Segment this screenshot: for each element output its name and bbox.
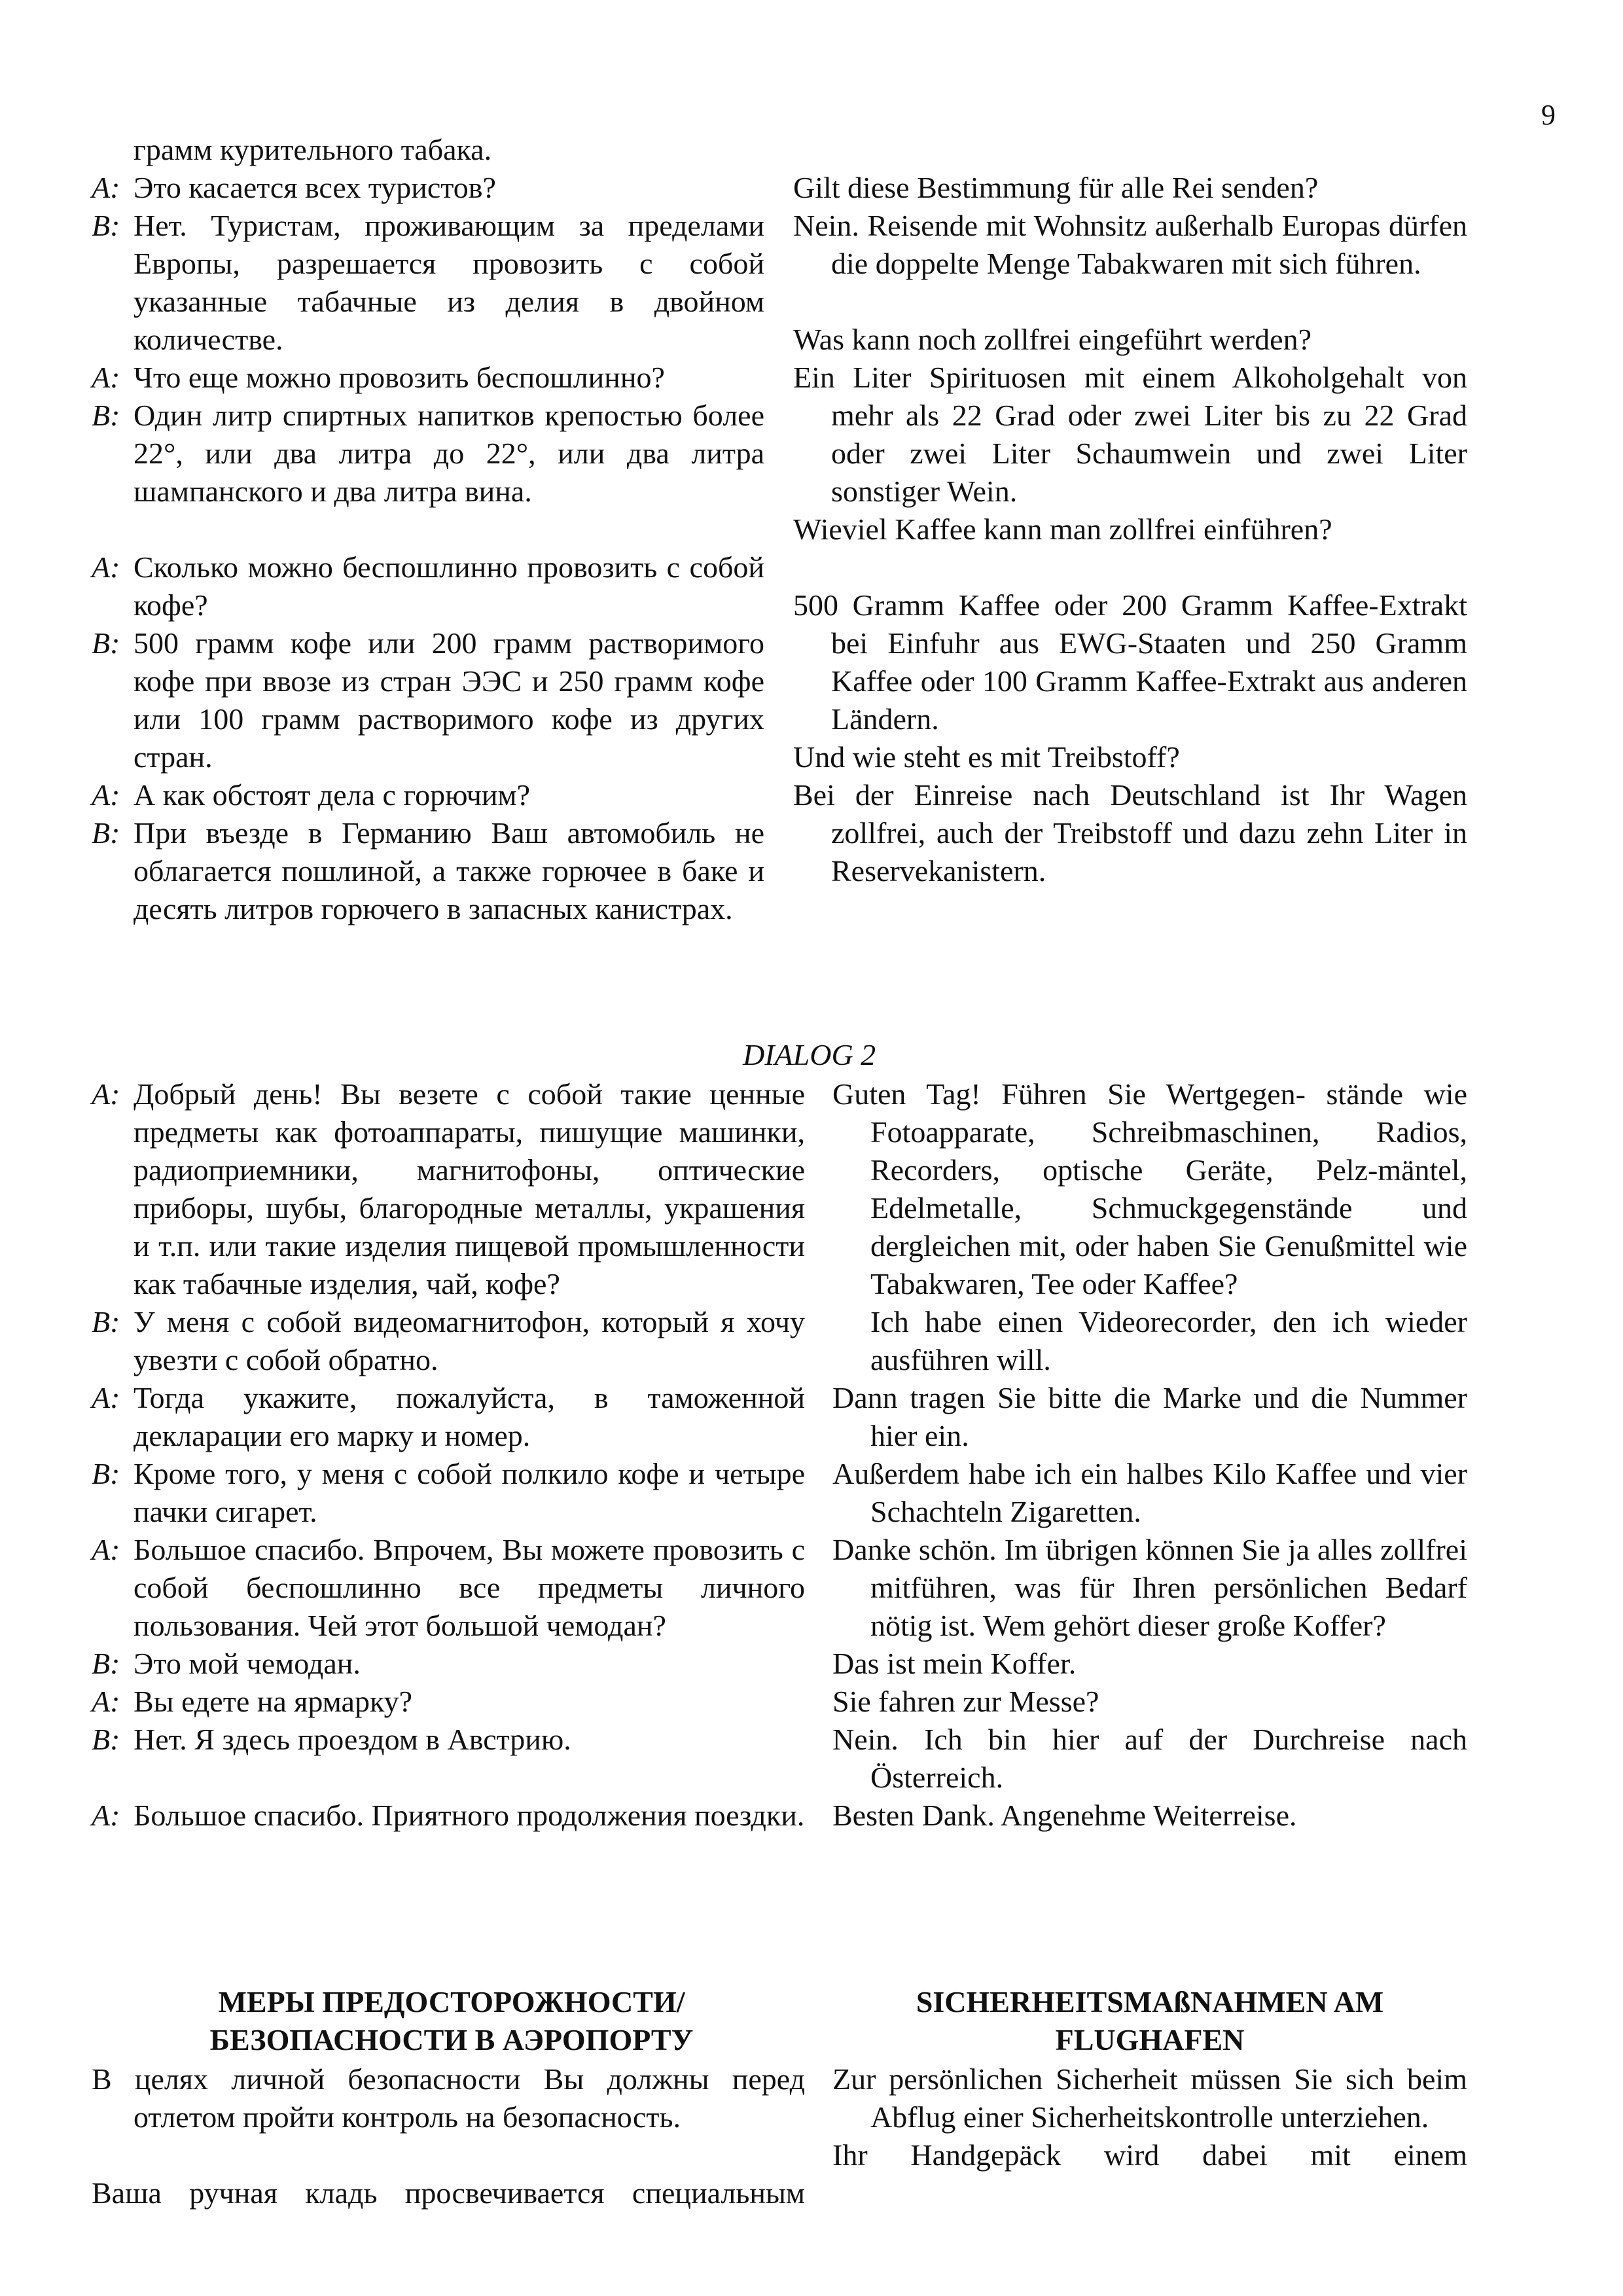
german-line: Danke schön. Im übrigen können Sie ja alles zollfrei mitführen, was für Ihren persönlichen Bedarf nötig ist. Wem gehört dieser große Koffer? [832, 1533, 1467, 1642]
dialog-line [92, 548, 764, 624]
paragraph: В целях личной безопасности Вы должны перед отлетом пройти контроль на безопасность. [92, 2062, 805, 2134]
section3-russian-column [92, 2060, 805, 2212]
dialog-line [92, 1075, 805, 1303]
dialog-line [92, 814, 764, 928]
heading-line: FLUGHAFEN [1055, 2023, 1245, 2056]
heading-line: БЕЗОПАСНОСТИ В АЭРОПОРТУ [209, 2023, 694, 2056]
dialog-text: Сколько можно беспошлинно провозить с собой кофе? [134, 550, 764, 622]
section3-german-column [832, 2060, 1467, 2174]
speaker-label: B: [92, 399, 120, 432]
dialog-text: Тогда укажите, пожалуйста, в таможенной декларации его марку и номер. [134, 1381, 805, 1452]
german-line: Ich habe einen Videorecorder, den ich wieder ausführen will. [870, 1305, 1467, 1376]
dialog-text: Нет. Я здесь проездом в Австрию. [134, 1723, 571, 1756]
heading-line: МЕРЫ ПРЕДОСТОРОЖНОСТИ/ [218, 1985, 685, 2018]
dialog-line [92, 1797, 805, 1835]
paragraph: Ihr Handgepäck wird dabei mit einem [832, 2138, 1467, 2172]
dialog-line [92, 359, 764, 397]
german-line: Bei der Einreise nach Deutschland ist Ihr Wagen zollfrei, auch der Treibstoff und dazu zehn Liter in Reservekanistern. [793, 778, 1467, 888]
dialog-text: Нет. Туристам, проживающим за пределами Европы, разрешается провозить с собой указанные табачные из делия в двойном количестве. [134, 209, 764, 356]
speaker-label: A: [92, 1533, 120, 1566]
dialog-text: Добрый день! Вы везете с собой такие ценные предметы как фотоаппараты, пишущие машинки, радиоприемники, магнитофоны, оптические приборы, шубы, благородные металлы, украшения и т.п. или такие изделия пищевой промышленности как табачные изделия, чай, кофе? [134, 1077, 805, 1300]
dialog-text: 500 грамм кофе или 200 грамм растворимого кофе при ввозе из стран ЭЭС и 250 грамм кофе или 100 грамм растворимого кофе из других стран. [134, 626, 764, 774]
heading-line: SICHERHEITSMAßNAHMEN AM [916, 1985, 1384, 2018]
dialog-line [92, 1645, 805, 1683]
dialog-title: DIALOG 2 [743, 1038, 876, 1071]
dialog-line [92, 207, 764, 359]
german-line: Sie fahren zur Messe? [832, 1685, 1099, 1718]
dialog-text: Большое спасибо. Впрочем, Вы можете провозить с собой беспошлинно все предметы личного пользования. Чей этот большой чемодан? [134, 1533, 805, 1642]
dialog-line [92, 169, 764, 207]
dialog-line [92, 1303, 805, 1379]
section-heading-german [832, 1983, 1467, 2059]
german-line: Und wie steht es mit Treibstoff? [793, 740, 1180, 774]
dialog-line [92, 1379, 805, 1455]
german-line: Nein. Reisende mit Wohnsitz außerhalb Europas dürfen die doppelte Menge Tabakwaren mit sich führen. [793, 209, 1467, 280]
german-line: Guten Tag! Führen Sie Wertgegen- stände wie Fotoapparate, Schreibmaschinen, Radios, Recorders, optische Geräte, Pelz-mäntel, Edelmetalle, Schmuckgegenstände und dergleichen mit, oder haben Sie Genußmittel wie Tabakwaren, Tee oder Kaffee? [832, 1077, 1467, 1300]
dialog2-german-column [832, 1075, 1467, 1835]
dialog-line [92, 1683, 805, 1721]
german-line: Das ist mein Koffer. [832, 1647, 1077, 1680]
dialog-text: Что еще можно провозить беспошлинно? [134, 361, 665, 394]
speaker-label: B: [92, 1723, 120, 1756]
paragraph: Zur persönlichen Sicherheit müssen Sie sich beim Abflug einer Sicherheitskontrolle unterziehen. [832, 2062, 1467, 2134]
section1-german-column [793, 169, 1467, 890]
speaker-label: B: [92, 816, 120, 850]
german-line: Dann tragen Sie bitte die Marke und die Nummer hier ein. [832, 1381, 1467, 1452]
paragraph: Ваша ручная кладь просвечивается специальным [92, 2176, 805, 2210]
german-line: Besten Dank. Angenehme Weiterreise. [832, 1799, 1297, 1832]
german-line: Wieviel Kaffee kann man zollfrei einführen? [793, 512, 1332, 546]
german-line: Nein. Ich bin hier auf der Durchreise nach Österreich. [832, 1723, 1467, 1794]
dialog-text: А как обстоят дела с горючим? [134, 778, 531, 812]
speaker-label: B: [92, 1457, 120, 1490]
dialog-text: При въезде в Германию Ваш автомобиль не облагается пошлиной, а также горючее в баке и десять литров горючего в запасных канистрах. [134, 816, 764, 925]
dialog-text: Это мой чемодан. [134, 1647, 361, 1680]
speaker-label: A: [92, 1685, 120, 1718]
speaker-label: B: [92, 626, 120, 660]
dialog-line [92, 397, 764, 511]
german-line: Außerdem habe ich ein halbes Kilo Kaffee und vier Schachteln Zigaretten. [832, 1457, 1467, 1528]
dialog-text: Кроме того, у меня с собой полкило кофе и четыре пачки сигарет. [134, 1457, 805, 1528]
dialog-text: Это касается всех туристов? [134, 171, 496, 204]
dialog-text: Один литр спиртных напитков крепостью более 22°, или два литра до 22°, или два литра шампанского и два литра вина. [134, 399, 764, 508]
speaker-label: A: [92, 778, 120, 812]
ru-lead-line: грамм курительного табака. [134, 133, 492, 166]
dialog-line [92, 1721, 805, 1759]
german-line: Gilt diese Bestimmung für alle Rei senden? [793, 171, 1319, 204]
speaker-label: A: [92, 550, 120, 584]
speaker-label: A: [92, 1077, 120, 1111]
speaker-label: B: [92, 1647, 120, 1680]
section-heading-russian [157, 1983, 746, 2059]
speaker-label: B: [92, 209, 120, 242]
german-line: Ein Liter Spirituosen mit einem Alkoholgehalt von mehr als 22 Grad oder zwei Liter bis zu 22 Grad oder zwei Liter Schaumwein und zwei Liter sonstiger Wein. [793, 361, 1467, 508]
dialog-text: Вы едете на ярмарку? [134, 1685, 413, 1718]
speaker-label: B: [92, 1305, 120, 1338]
dialog-line [92, 776, 764, 814]
dialog2-russian-column [92, 1075, 805, 1835]
dialog-text: У меня с собой видеомагнитофон, который я хочу увезти с собой обратно. [134, 1305, 805, 1376]
section1-russian-column [92, 131, 764, 928]
dialog-line [92, 1531, 805, 1645]
speaker-label: A: [92, 361, 120, 394]
speaker-label: A: [92, 1799, 120, 1832]
dialog-line [92, 1455, 805, 1531]
dialog-text: Большое спасибо. Приятного продолжения поездки. [134, 1799, 805, 1832]
speaker-label: A: [92, 171, 120, 204]
dialog-line [92, 624, 764, 776]
german-line: Was kann noch zollfrei eingeführt werden? [793, 323, 1312, 356]
page-number: 9 [1541, 99, 1556, 131]
german-line: 500 Gramm Kaffee oder 200 Gramm Kaffee-Extrakt bei Einfuhr aus EWG-Staaten und 250 Gramm Kaffee oder 100 Gramm Kaffee-Extrakt aus anderen Ländern. [793, 588, 1467, 736]
speaker-label: A: [92, 1381, 120, 1414]
